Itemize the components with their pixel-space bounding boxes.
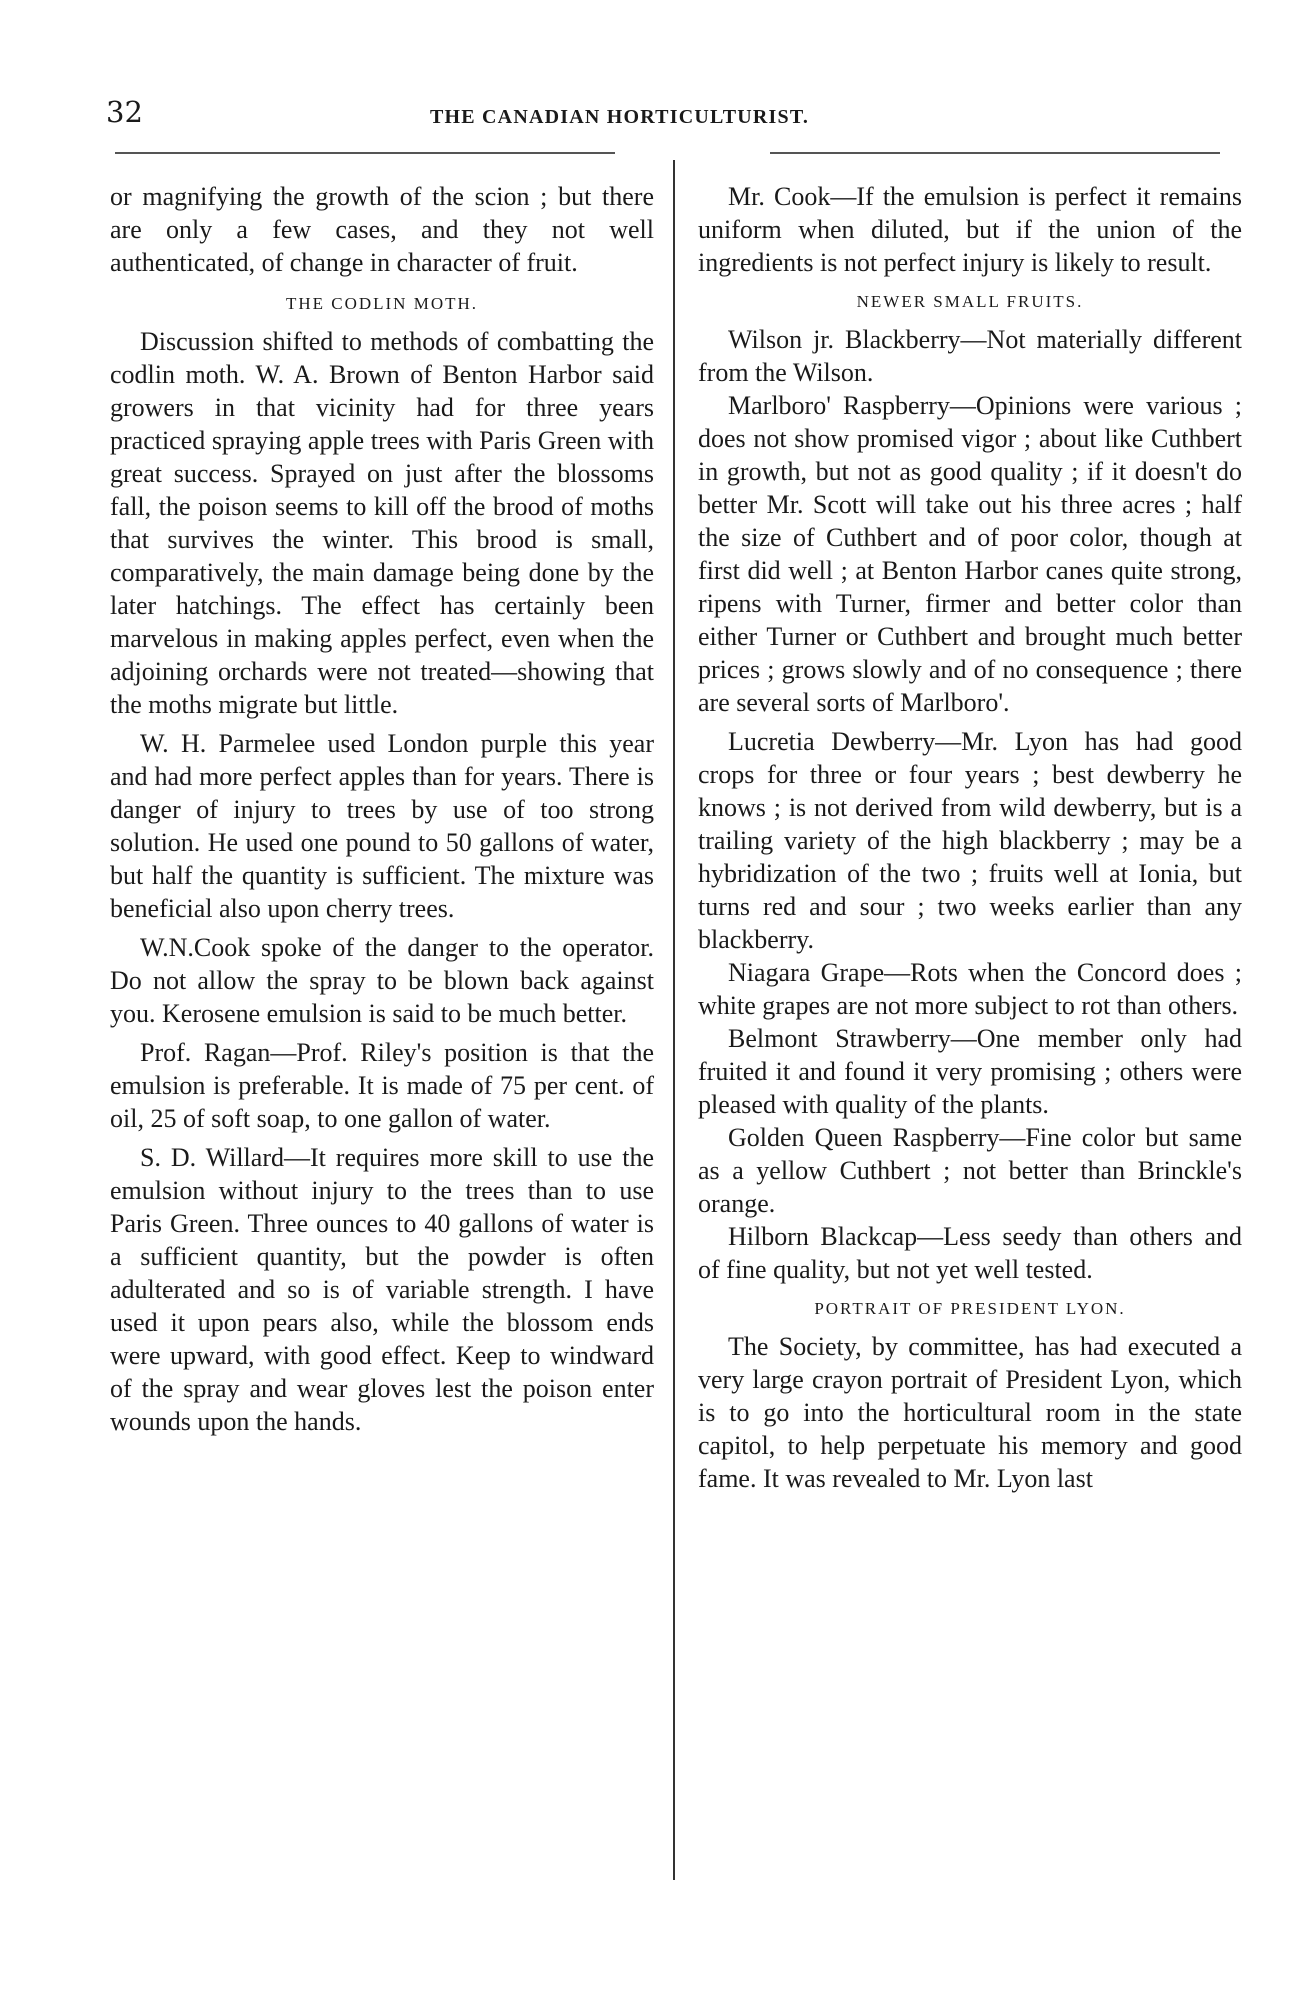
heading-newer-small-fruits: NEWER SMALL FRUITS.	[856, 292, 1084, 311]
heading-codlin-moth: THE CODLIN MOTH.	[285, 294, 479, 313]
paragraph-portrait: The Society, by committee, has had executed a very large crayon portrait of President Lyon, which is to go into the horticultural room in the state capitol, to help perpetuate his memory and good fame. It was revealed to Mr. Lyon last	[698, 1332, 1242, 1493]
paragraph-cook-emulsion: Mr. Cook—If the emulsion is perfect it remains uniform when diluted, but if the union of the ingredients is not perfect injury is likely to result.	[698, 182, 1242, 277]
paragraph-lucretia-dewberry: Lucretia Dewberry—Mr. Lyon has had good crops for three or four years ; best dewberry he knows ; is not derived from wild dewberry, but is a trailing variety of the high blackberry ; may be a hybridization of the two ; fruits well at Ionia, but turns red and sour ; two weeks earlier than any blackberry.	[698, 727, 1242, 954]
paragraph-cook-danger: W.N.Cook spoke of the danger to the operator. Do not allow the spray to be blown back against you. Kerosene emulsion is said to be much better.	[110, 933, 654, 1028]
paragraph-scion: or magnifying the growth of the scion ; but there are only a few cases, and they not well authenticated, of change in character of fruit.	[110, 182, 654, 277]
paragraph-codlin-discussion: Discussion shifted to methods of combatting the codlin moth. W. A. Brown of Benton Harbor said growers in that vicinity had for three years practiced spraying apple trees with Paris Green with great success. Sprayed on just after the blossoms fall, the poison seems to kill off the brood of moths that survives the winter. This brood is small, comparatively, the main damage being done by the later hatchings. The effect has certainly been marvelous in making apples perfect, even when the adjoining orchards were not treated—showing that the moths migrate but little.	[110, 327, 654, 719]
paragraph-belmont-strawberry: Belmont Strawberry—One member only had fruited it and found it very promising ; others were pleased with quality of the plants.	[698, 1024, 1242, 1119]
paragraph-wilson-blackberry: Wilson jr. Blackberry—Not materially different from the Wilson.	[698, 325, 1242, 387]
paragraph-hilborn-blackcap: Hilborn Blackcap—Less seedy than others and of fine quality, but not yet well tested.	[698, 1222, 1242, 1284]
header-rule-right	[770, 152, 1220, 154]
header-rule-left	[115, 152, 615, 154]
paragraph-willard: S. D. Willard—It requires more skill to use the emulsion without injury to the trees than to use Paris Green. Three ounces to 40 gallons of water is a sufficient quantity, but the powder is often adulterated and so is of variable strength. I have used it upon pears also, while the blossom ends were upward, with good effect. Keep to windward of the spray and wear gloves lest the poison enter wounds upon the hands.	[110, 1143, 654, 1436]
paragraph-ragan: Prof. Ragan—Prof. Riley's position is that the emulsion is preferable. It is made of 75 per cent. of oil, 25 of soft soap, to one gallon of water.	[110, 1038, 654, 1133]
heading-portrait-president-lyon: PORTRAIT OF PRESIDENT LYON.	[814, 1299, 1126, 1318]
paragraph-niagara-grape: Niagara Grape—Rots when the Concord does ; white grapes are not more subject to rot than others.	[698, 958, 1242, 1020]
paragraph-parmelee: W. H. Parmelee used London purple this year and had more perfect apples than for years. There is danger of injury to trees by use of too strong solution. He used one pound to 50 gallons of water, but half the quantity is sufficient. The mixture was beneficial also upon cherry trees.	[110, 729, 654, 923]
left-column	[110, 180, 654, 1438]
column-divider	[673, 160, 675, 1880]
paragraph-golden-queen: Golden Queen Raspberry—Fine color but same as a yellow Cuthbert ; not better than Brinckle's orange.	[698, 1123, 1242, 1218]
running-title: THE CANADIAN HORTICULTURIST.	[430, 106, 810, 128]
right-column	[698, 180, 1242, 1495]
page-number: 32	[106, 95, 143, 129]
paragraph-marlboro-raspberry: Marlboro' Raspberry—Opinions were various ; does not show promised vigor ; about like Cuthbert in growth, but not as good quality ; if it doesn't do better Mr. Scott will take out his three acres ; half the size of Cuthbert and of poor color, though at first did well ; at Benton Harbor canes quite strong, ripens with Turner, firmer and better color than either Turner or Cuthbert and brought much better prices ; grows slowly and of no consequence ; there are several sorts of Marlboro'.	[698, 391, 1242, 717]
